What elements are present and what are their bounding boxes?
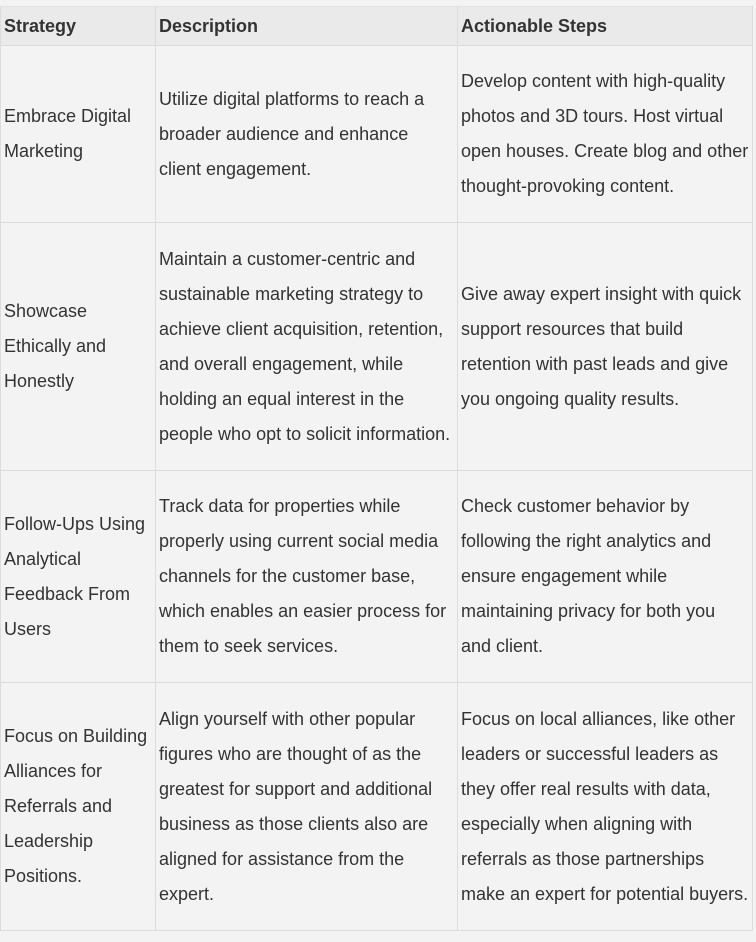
cell-actionable-steps: Check customer behavior by following the right analytics and ensure engagement while maintaining privacy for both you and client. — [458, 471, 753, 683]
cell-strategy: Focus on Building Alliances for Referrals and Leadership Positions. — [1, 683, 156, 931]
cell-description: Maintain a customer-centric and sustainable marketing strategy to achieve client acquisition, retention, and overall engagement, while holding an equal interest in the people who opt to solicit information. — [156, 223, 458, 471]
table-row — [1, 46, 753, 223]
cell-actionable-steps: Develop content with high-quality photos and 3D tours. Host virtual open houses. Create blog and other thought-provoking content. — [458, 46, 753, 223]
cell-description: Align yourself with other popular figures who are thought of as the greatest for support and additional business as those clients also are aligned for assistance from the expert. — [156, 683, 458, 931]
table-row — [1, 683, 753, 931]
header-strategy: Strategy — [1, 7, 156, 46]
header-actionable-steps: Actionable Steps — [458, 7, 753, 46]
cell-actionable-steps: Focus on local alliances, like other leaders or successful leaders as they offer real results with data, especially when aligning with referrals as those partnerships make an expert for potential buyers. — [458, 683, 753, 931]
cell-actionable-steps: Give away expert insight with quick support resources that build retention with past leads and give you ongoing quality results. — [458, 223, 753, 471]
cell-strategy: Embrace Digital Marketing — [1, 46, 156, 223]
cell-description: Utilize digital platforms to reach a broader audience and enhance client engagement. — [156, 46, 458, 223]
table-header-row — [1, 7, 753, 46]
strategy-table — [0, 6, 753, 931]
cell-description: Track data for properties while properly using current social media channels for the customer base, which enables an easier process for them to seek services. — [156, 471, 458, 683]
cell-strategy: Showcase Ethically and Honestly — [1, 223, 156, 471]
table-row — [1, 223, 753, 471]
header-description: Description — [156, 7, 458, 46]
cell-strategy: Follow-Ups Using Analytical Feedback From Users — [1, 471, 156, 683]
table-row — [1, 471, 753, 683]
